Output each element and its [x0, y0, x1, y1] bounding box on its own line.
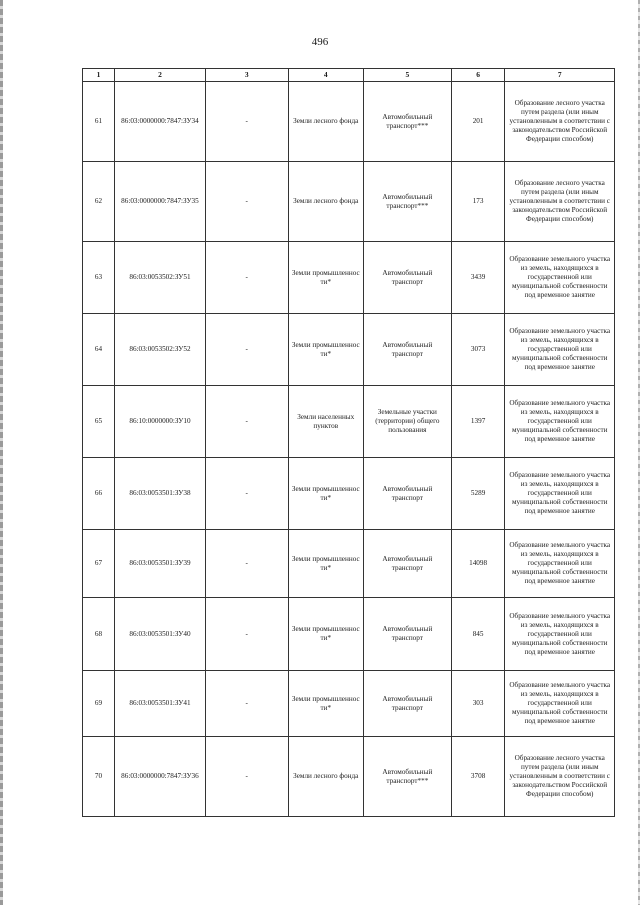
col3-value: -	[205, 598, 288, 671]
area-value: 3439	[451, 242, 505, 314]
scan-edge-left	[0, 0, 3, 905]
col3-value: -	[205, 458, 288, 530]
permitted-use: Автомобильный транспорт	[363, 530, 451, 598]
table-header-row	[83, 69, 615, 82]
land-category: Земли промышленнос ти*	[288, 242, 363, 314]
cadastral-number: 86:03:0053501:ЗУ39	[115, 530, 206, 598]
row-number: 64	[83, 314, 115, 386]
col3-value: -	[205, 242, 288, 314]
permitted-use: Автомобильный транспорт	[363, 671, 451, 737]
cadastral-number: 86:03:0000000:7847:ЗУ35	[115, 162, 206, 242]
header-col-3: 3	[205, 69, 288, 82]
header-col-7: 7	[505, 69, 615, 82]
formation-method: Образование земельного участка из земель, находящихся в государственной или муниципальной собственности под временное занятие	[505, 671, 615, 737]
formation-method: Образование земельного участка из земель, находящихся в государственной или муниципальной собственности под временное занятие	[505, 314, 615, 386]
land-category: Земли лесного фонда	[288, 162, 363, 242]
col3-value: -	[205, 314, 288, 386]
header-col-5: 5	[363, 69, 451, 82]
area-value: 3073	[451, 314, 505, 386]
table-row	[83, 162, 615, 242]
table-row	[83, 458, 615, 530]
land-category: Земли промышленнос ти*	[288, 458, 363, 530]
land-category: Земли промышленнос ти*	[288, 530, 363, 598]
cadastral-number: 86:03:0000000:7847:ЗУ34	[115, 82, 206, 162]
row-number: 63	[83, 242, 115, 314]
formation-method: Образование лесного участка путем раздела (или иным установленным в соответствии с законодательством Российской Федерации способом)	[505, 737, 615, 817]
cadastral-number: 86:03:0000000:7847:ЗУ36	[115, 737, 206, 817]
page-number: 496	[311, 36, 329, 48]
area-value: 845	[451, 598, 505, 671]
formation-method: Образование земельного участка из земель, находящихся в государственной или муниципальной собственности под временное занятие	[505, 458, 615, 530]
permitted-use: Автомобильный транспорт	[363, 242, 451, 314]
land-category: Земли лесного фонда	[288, 82, 363, 162]
permitted-use: Автомобильный транспорт***	[363, 82, 451, 162]
header-col-1: 1	[83, 69, 115, 82]
table-row	[83, 530, 615, 598]
land-plots-table	[82, 68, 615, 817]
formation-method: Образование лесного участка путем раздела (или иным установленным в соответствии с законодательством Российской Федерации способом)	[505, 82, 615, 162]
col3-value: -	[205, 82, 288, 162]
formation-method: Образование земельного участка из земель, находящихся в государственной или муниципальной собственности под временное занятие	[505, 386, 615, 458]
cadastral-number: 86:03:0053502:ЗУ52	[115, 314, 206, 386]
formation-method: Образование земельного участка из земель, находящихся в государственной или муниципальной собственности под временное занятие	[505, 598, 615, 671]
land-category: Земли лесного фонда	[288, 737, 363, 817]
permitted-use: Автомобильный транспорт	[363, 598, 451, 671]
cadastral-number: 86:03:0053501:ЗУ40	[115, 598, 206, 671]
table-row	[83, 598, 615, 671]
land-category: Земли населенных пунктов	[288, 386, 363, 458]
cadastral-number: 86:03:0053501:ЗУ41	[115, 671, 206, 737]
land-category: Земли промышленнос ти*	[288, 671, 363, 737]
area-value: 3708	[451, 737, 505, 817]
cadastral-number: 86:03:0053501:ЗУ38	[115, 458, 206, 530]
table-row	[83, 671, 615, 737]
col3-value: -	[205, 671, 288, 737]
table-row	[83, 82, 615, 162]
table-row	[83, 386, 615, 458]
cadastral-number: 86:10:0000000:ЗУ10	[115, 386, 206, 458]
area-value: 303	[451, 671, 505, 737]
land-category: Земли промышленнос ти*	[288, 314, 363, 386]
formation-method: Образование земельного участка из земель, находящихся в государственной или муниципальной собственности под временное занятие	[505, 242, 615, 314]
table-row	[83, 314, 615, 386]
formation-method: Образование земельного участка из земель, находящихся в государственной или муниципальной собственности под временное занятие	[505, 530, 615, 598]
table-row	[83, 737, 615, 817]
area-value: 14098	[451, 530, 505, 598]
col3-value: -	[205, 530, 288, 598]
permitted-use: Автомобильный транспорт***	[363, 162, 451, 242]
formation-method: Образование лесного участка путем раздела (или иным установленным в соответствии с законодательством Российской Федерации способом)	[505, 162, 615, 242]
row-number: 65	[83, 386, 115, 458]
col3-value: -	[205, 162, 288, 242]
row-number: 67	[83, 530, 115, 598]
row-number: 70	[83, 737, 115, 817]
area-value: 201	[451, 82, 505, 162]
permitted-use: Автомобильный транспорт***	[363, 737, 451, 817]
permitted-use: Автомобильный транспорт	[363, 458, 451, 530]
col3-value: -	[205, 737, 288, 817]
header-col-4: 4	[288, 69, 363, 82]
row-number: 62	[83, 162, 115, 242]
row-number: 69	[83, 671, 115, 737]
area-value: 5289	[451, 458, 505, 530]
area-value: 173	[451, 162, 505, 242]
area-value: 1397	[451, 386, 505, 458]
row-number: 61	[83, 82, 115, 162]
header-col-6: 6	[451, 69, 505, 82]
land-category: Земли промышленнос ти*	[288, 598, 363, 671]
cadastral-number: 86:03:0053502:ЗУ51	[115, 242, 206, 314]
row-number: 66	[83, 458, 115, 530]
row-number: 68	[83, 598, 115, 671]
table-row	[83, 242, 615, 314]
header-col-2: 2	[115, 69, 206, 82]
permitted-use: Земельные участки (территории) общего пользования	[363, 386, 451, 458]
col3-value: -	[205, 386, 288, 458]
permitted-use: Автомобильный транспорт	[363, 314, 451, 386]
